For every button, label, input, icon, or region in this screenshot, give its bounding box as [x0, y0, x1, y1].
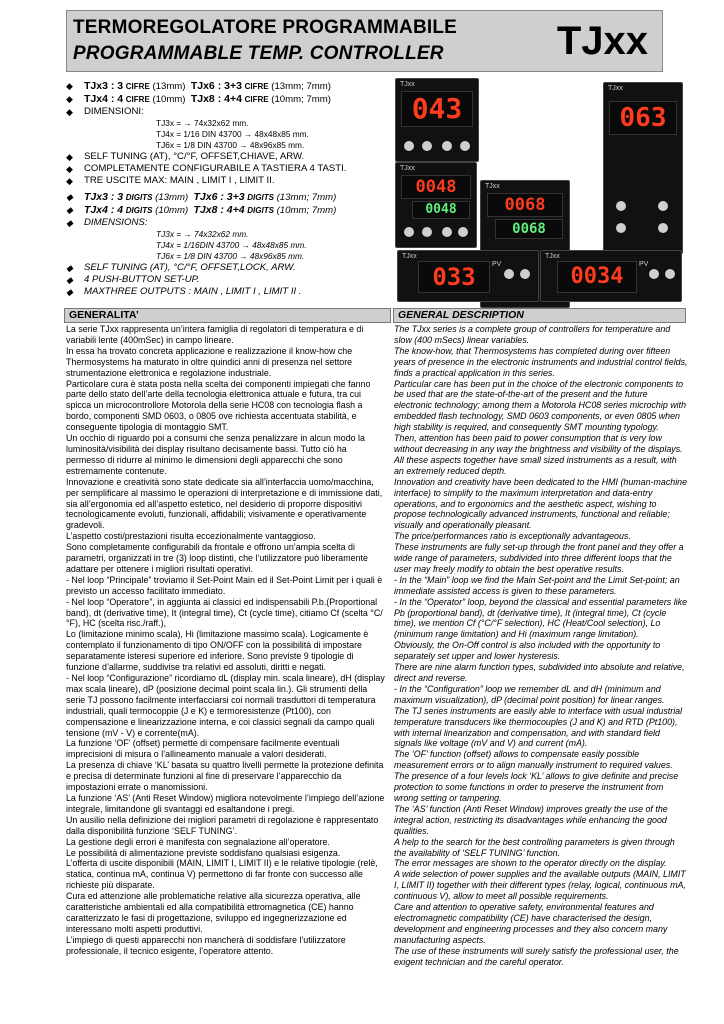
- feature-list: [64, 80, 394, 298]
- display-setpoint: 0068: [495, 219, 563, 239]
- feature-item: ◆ COMPLETAMENTE CONFIGURABILE A TASTIERA 4 TASTI.: [66, 163, 347, 174]
- feature-digits-row-1-en: ◆ TJx3 : 3 DIGITS (13mm) TJx6 : 3+3 DIGITS (13mm; 7mm): [66, 191, 337, 203]
- paragraph: Particolare cura è stata posta nella scelta dei componenti impiegati che fanno parte dello stato dell’arte della tecnologia elettronica attuale e futura, tra cui spicca un microcontrollore Motorola della serie HC08 con tecnologia flash a bordo, componenti SMD 0603, o 0805 ove richiesta accentuata stabilità, e conseguente tipologia di montaggio SMT.: [66, 378, 371, 433]
- paragraph: La funzione ‘OF’ (offset) permette di compensare facilmente eventuali imprecisioni di misura o l’allineamento manuale a valori desiderati.: [66, 738, 340, 760]
- paragraph: Cura ed attenzione alle problematiche relative alla sicurezza operativa, alle caratteristiche ambientali ed alla compatibilità ettromagnetica (CE) hanno caratterizzato le fasi di progettazione, sviluppo ed ingegnerizzazione ed interessano molti aspetti produttivi.: [66, 891, 361, 934]
- paragraph: A wide selection of power supplies and the available outputs (MAIN, LIMIT I, LIMIT II) together with their different types (relay, logical, continuous mA, continuous V), allow to meet all possible requirements.: [394, 869, 686, 902]
- body-text-english: [394, 324, 688, 967]
- feature-item: ◆ TRE USCITE MAX: MAIN , LIMIT I , LIMIT II.: [66, 175, 275, 186]
- feature-item: ◆ SELF TUNING (AT), °C/°F, OFFSET,LOCK, ARW.: [66, 262, 296, 273]
- dimension-line: TJ6x = 1/8 DIN 43700 → 48x96x85 mm.: [156, 140, 305, 150]
- paragraph: Then, attention has been paid to power consumption that is very low without decreasing in any way the brightness and visibility of the displays. All these aspects together have small sized instruments as a result, with an extremely reduced depth.: [394, 433, 683, 476]
- section-header-italian: GENERALITA’: [64, 308, 391, 323]
- dimension-line: TJ3x = → 74x32x62 mm.: [156, 229, 249, 239]
- paragraph: La serie TJxx rappresenta un’intera famiglia di regolatori di temperatura e di variabili lente (400mSec) in campo lineare.: [66, 324, 364, 345]
- paragraph: A help to the search for the best controlling parameters is given through the availability of ‘SELF TUNING’ function.: [394, 836, 675, 858]
- paragraph: The know-how, that Thermosystems has completed during over fifteen years of presence in the electronic instruments and industrial control fields, finds a practical application in this series.: [394, 345, 688, 378]
- title-banner: [66, 10, 663, 72]
- controller-photo-tj34: TJxx 0034 PV: [540, 250, 682, 302]
- dimension-line: TJ4x = 1/16DIN 43700 → 48x48x85 mm.: [156, 240, 307, 250]
- paragraph: Innovation and creativity have been dedicated to the HMI (human-machine interface) to simplify to the maximum interpretation and data-entry operations, and to ergonomics and the aesthetic aspect, wishing to propose technologically advanced instruments, functional and reliable; visually and operationally pleasant.: [394, 476, 688, 531]
- paragraph: The use of these instruments will surely satisfy the professional user, the exigent technician and the careful operator.: [394, 945, 679, 967]
- feature-digits-row-2: ◆ TJx4 : 4 CIFRE (10mm) TJx8 : 4+4 CIFRE (10mm; 7mm): [66, 93, 331, 105]
- paragraph: La funzione ‘AS’ (Anti Reset Window) migliora notevolmente l’impiego dell’azione integrale, limitandone gli svantaggi ed esaltandone i pregi.: [66, 792, 385, 814]
- display-setpoint: 0048: [412, 201, 470, 219]
- controller-photo-tj63: TJxx 063: [603, 82, 683, 254]
- title-english: PROGRAMMABLE TEMP. CONTROLLER: [73, 43, 444, 64]
- dimension-line: TJ6x = 1/8 DIN 43700 → 48x96x85 mm.: [156, 251, 305, 261]
- paragraph: La gestione degli errori è manifesta con segnalazione all’operatore.: [66, 836, 330, 847]
- paragraph: Lo (limitazione minimo scala), Hi (limitazione massimo scala). Logicamente è contemplato il funzionamento di tipo ON/OFF con la possibilità di impostare separatamente isteresi superiore ed inferiore. Sono previste 9 tipologie di funzione d’allarme, suddivise tra relativi ed assoluti, diritti e negati.: [66, 629, 369, 673]
- feature-dimensions-en: ◆ DIMENSIONS:: [66, 217, 148, 228]
- paragraph: Innovazione e creatività sono state dedicate sia all’interfaccia uomo/macchina, per semplificare al massimo le operazioni di interpretazione e di immissione dati, sia all’ergonomia ed all’aspetto estetico, nel desiderio di proporre dispositivi tecnologicamente evoluti, funzionali, affidabili; visivamente e operativamente gradevoli.: [66, 476, 383, 531]
- paragraph: Obviously, the On-Off control is also included with the opportunity to separately set upper and lower hysteresis.: [394, 640, 661, 662]
- feature-dimensions: ◆ DIMENSIONI:: [66, 106, 144, 117]
- paragraph: La presenza di chiave ‘KL’ basata su quattro livelli permette la protezione definita e precisa di determinate funzioni al fine di preservare l’apparecchio da impostazioni errate o manomissioni.: [66, 760, 384, 793]
- paragraph: - In the “Operator” loop, beyond the classical and essential parameters like Pb (proportional band), dt (derivative time), It (integral time), Ct (cycle time), we mention Cf (°C/°F selection), HC (Heat/Cool selection), Lo (minimum range limitation) and Hi (maximum range limitation).: [394, 596, 688, 640]
- paragraph: In essa ha trovato concreta applicazione e realizzazione il know-how che Thermosystems ha maturato in oltre quindici anni di presenza nel settore strumentazione elettronica e regolazione industriale.: [66, 345, 353, 378]
- display-value: 0034: [557, 261, 637, 293]
- display-value: 0068: [487, 193, 563, 217]
- paragraph: Care and attention to operative safety, environmental features and electromagnetic compatibility (CE) have characterised the design, development and engineering processes and they also concern many manufacturing aspects.: [394, 902, 668, 945]
- section-header-english: GENERAL DESCRIPTION: [393, 308, 686, 323]
- body-text-italian: [66, 324, 388, 957]
- paragraph: The presence of a four levels lock ‘KL’ allows to give definite and precise protection to some functions in order to preserve the instrument from wrong setting or tampering.: [394, 771, 679, 803]
- paragraph: The error messages are shown to the operator directly on the display.: [394, 858, 667, 869]
- paragraph: These instruments are fully set-up through the front panel and they offer a wide range of parameters, subdivided into three different loops that the user may freely modify to obtain the best operative results.: [394, 542, 684, 574]
- controller-photo-tj33: TJxx 033 PV: [397, 250, 539, 302]
- paragraph: There are nine alarm function types, subdivided into absolute and relative, direct and reverse.: [394, 662, 685, 683]
- paragraph: L’impiego di questi apparecchi non mancherà di soddisfare l’utilizzatore professionale, il tecnico esigente, l’operatore attento.: [66, 934, 346, 956]
- feature-digits-row-2-en: ◆ TJx4 : 4 DIGITS (10mm) TJx8 : 4+4 DIGITS (10mm; 7mm): [66, 204, 337, 216]
- dimension-line: TJ4x = 1/16 DIN 43700 → 48x48x85 mm.: [156, 129, 309, 139]
- display-value: 033: [418, 261, 490, 293]
- model-name: TJxx: [556, 19, 648, 63]
- paragraph: L’offerta di uscite disponibili (MAIN, LIMIT I, LIMIT II) e le relative tipologie (relè, statica, continua mA, continua V) permettono di far fronte con successo alle richieste più disparate.: [66, 858, 378, 891]
- display-value: 0048: [401, 175, 471, 199]
- feature-item: ◆ SELF TUNING (AT), °C/°F, OFFSET,CHIAVE, ARW.: [66, 151, 305, 162]
- paragraph: L’aspetto costi/prestazioni risulta eccezionalmente vantaggioso.: [66, 531, 316, 542]
- paragraph: Un ausilio nella definizione dei migliori parametri di regolazione è rappresentato dalla disponibilità funzione ‘SELF TUNING’.: [66, 814, 379, 836]
- paragraph: Le possibilità di alimentazione previste soddisfano qualsiasi esigenza.: [66, 847, 341, 858]
- feature-item: ◆ MAXTHREE OUTPUTS : MAIN , LIMIT I , LIMIT II .: [66, 286, 302, 297]
- paragraph: The TJ series instruments are easily able to interface with usual industrial temperature transducers like thermocouples (J and K) and RTD (Pt100), with internal linearization and compensation, and with standard field signals like voltage (mV and V) and current (mA).: [394, 705, 683, 749]
- dimension-line: TJ3x = → 74x32x62 mm.: [156, 118, 249, 128]
- title-italian: TERMOREGOLATORE PROGRAMMABILE: [73, 17, 458, 38]
- feature-item: ◆ 4 PUSH-BUTTON SET-UP.: [66, 274, 200, 285]
- paragraph: Sono completamente configurabili da frontale e offrono un’ampia scelta di parametri, organizzati in tre (3) loop distinti, che l’utilizzatore può liberamente adattare per ottenere i migliori risultati operativi.: [66, 542, 368, 574]
- display-value: 063: [609, 101, 677, 135]
- controller-photo-tj68: TJxx 0068 0068: [480, 180, 570, 308]
- controller-photo-tj48: TJxx 0048 0048: [395, 162, 477, 248]
- paragraph: - In the “Configuration” loop we remember dL and dH (minimum and maximum visualization), dP (decimal point position) for linear ranges.: [394, 683, 665, 705]
- paragraph: The ‘AS’ function (Anti Reset Window) improves greatly the use of the integral action, restricting its disadvantages while enhancing the good qualities.: [394, 803, 668, 836]
- paragraph: Particular care has been put in the choice of the electronic components to be used that are the state-of-the-art of the present and the future electronic technology; among them a Motorola HC08 series microchip with embedded flash technology, SMD 0603 components, or even 0805 when high stability is required, and consequently SMT mounting typology.: [394, 378, 687, 433]
- paragraph: - Nel loop “Principale” troviamo il Set-Point Main ed il Set-Point Limit per i quali è previsto un accesso facilitato immediato.: [66, 574, 383, 596]
- paragraph: - In the “Main” loop we find the Main Set-point and the Limit Set-point; an immediate assisted access is given to these parameters.: [394, 574, 680, 596]
- paragraph: The price/performances ratio is exceptionally advantageous.: [394, 531, 631, 542]
- controller-photo-tj43: TJxx 043: [395, 78, 479, 162]
- paragraph: Un occhio di riguardo poi a consumi che senza penalizzare in alcun modo la luminosità/visibilità dei display risultano decisamente bassi. Tutto ciò ha permesso di ridurre al minimo le dimensioni degli apparecchi che sono estremamente contenute.: [66, 433, 365, 476]
- display-value: 043: [401, 91, 473, 127]
- paragraph: - Nel loop “Operatore”, in aggiunta ai classici ed indispensabili P.b.(Proportional band), dt (derivative time), It (integral time), Ct (cycle time), citiamo Cf (scelta °C/°F), HC (scelta risc./raff.),: [66, 596, 383, 629]
- paragraph: The TJxx series is a complete group of controllers for temperature and slow (400 mSecs) linear variables.: [394, 324, 671, 345]
- paragraph: - Nel loop “Configurazione” ricordiamo dL (display min. scala lineare), dH (display max scala lineare), dP (posizione decimal point scala lin.). Gli strumenti della serie TJ possono facilmente interfacciarsi coi normali trasduttori di temperatura industriali, quali termocoppie (J e K) e termoresistenze (Pt100), con compensazione e linearizzazione interna, e coi classici segnali da campo quali tensione (mV - V) e corrente(mA).: [66, 673, 385, 738]
- feature-digits-row-1: ◆ TJx3 : 3 CIFRE (13mm) TJx6 : 3+3 CIFRE (13mm; 7mm): [66, 80, 331, 92]
- paragraph: The ‘OF’ function (offset) allows to compensate easily possible measurement errors or to align manually instrument to required values.: [394, 749, 673, 771]
